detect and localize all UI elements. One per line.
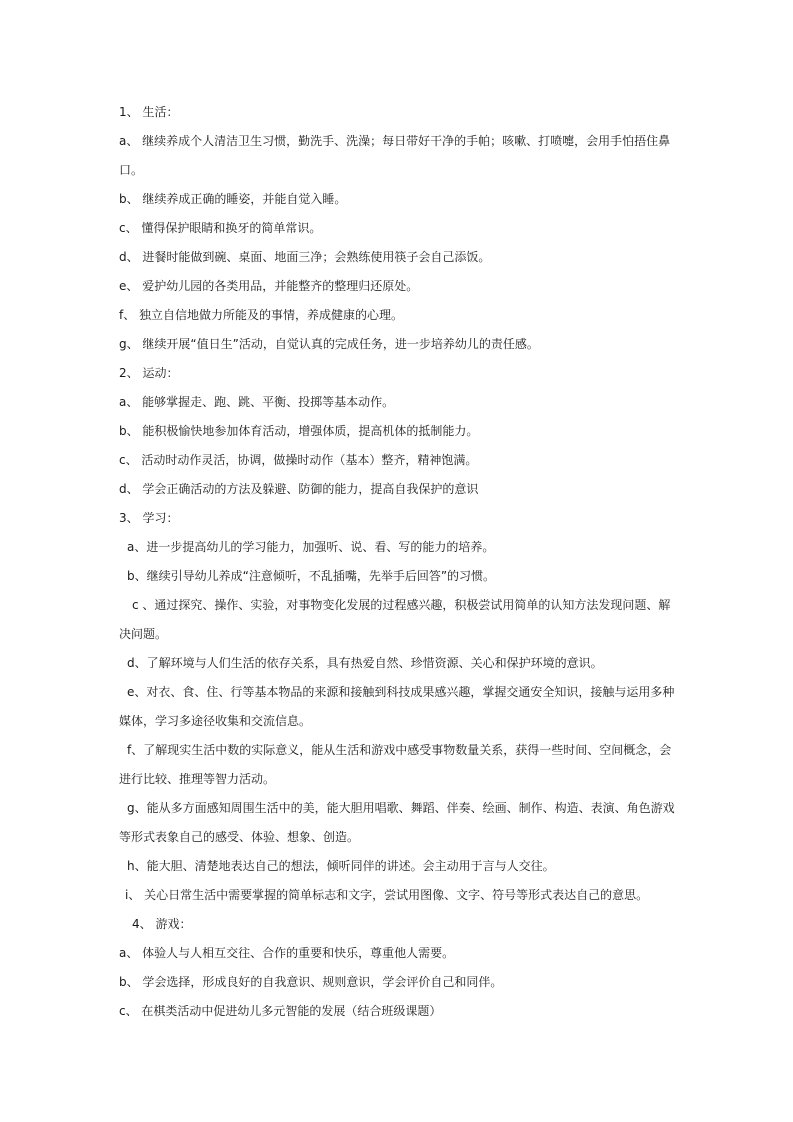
learning-item-b: b、继续引导幼儿养成“注意倾听，不乱插嘴，先举手后回答”的习惯。: [127, 569, 496, 583]
life-item-d: d、 进餐时能做到碗、桌面、地面三净；会熟练使用筷子会自己添饭。: [119, 250, 491, 264]
section-heading-sports: 2、 运动：: [119, 366, 179, 380]
life-item-f: f、 独立自信地做力所能及的事情，养成健康的心理。: [119, 308, 404, 322]
life-item-a: a、 继续养成个人清洁卫生习惯，勤洗手、洗澡；每日带好干净的手帕；咳嗽、打喷嚏，会用手怕捂住鼻口。: [119, 134, 671, 177]
sports-item-c: c、 活动时动作灵活，协调，做操时动作（基本）整齐，精神饱满。: [119, 453, 478, 467]
games-item-b: b、 学会选择，形成良好的自我意识、规则意识，学会评价自己和同伴。: [119, 975, 503, 989]
sports-item-d: d、 学会正确活动的方法及躲避、防御的能力，提高自我保护的意识: [119, 482, 479, 496]
learning-item-d: d、了解环境与人们生活的依存关系，具有热爱自然、珍惜资源、关心和保护环境的意识。: [127, 656, 603, 670]
learning-item-g: g、能从多方面感知周围生活中的美，能大胆用唱歌、舞蹈、伴奏、绘画、制作、构造、表演、角色游戏等形式表象自己的感受、体验、想象、创造。: [119, 801, 675, 844]
section-heading-life: 1、 生活：: [119, 105, 179, 119]
learning-item-a: a、进一步提高幼儿的学习能力，加强听、说、看、写的能力的培养。: [127, 540, 495, 554]
life-item-e: e、 爱护幼儿园的各类用品，并能整齐的整理归还原处。: [119, 279, 419, 293]
sports-item-b: b、 能积极愉快地参加体育活动，增强体质，提高机体的抵制能力。: [119, 424, 479, 438]
sports-item-a: a、 能够掌握走、跑、跳、平衡、投掷等基本动作。: [119, 395, 395, 409]
games-item-c: c、 在棋类活动中促进幼儿多元智能的发展（结合班级课题）: [119, 1004, 442, 1018]
section-heading-learning: 3、 学习：: [119, 511, 179, 525]
learning-item-h: h、能大胆、清楚地表达自己的想法，倾听同伴的讲述。会主动用于言与人交往。: [127, 859, 555, 873]
learning-item-i: i、 关心日常生活中需要掌握的简单标志和文字，尝试用图像、文字、符号等形式表达自己的意思。: [125, 888, 649, 902]
learning-item-c: c 、通过探究、操作、实验，对事物变化发展的过程感兴趣，积极尝试用简单的认知方法发现问题、解决问题。: [119, 598, 671, 641]
life-item-g: g、 继续开展“值日生”活动，自觉认真的完成任务，进一步培养幼儿的责任感。: [119, 337, 539, 351]
learning-item-e: e、对衣、食、住、行等基本物品的来源和接触到科技成果感兴趣，掌握交通安全知识，接触与运用多种媒体，学习多途径收集和交流信息。: [119, 685, 675, 728]
games-item-a: a、 体验人与人相互交往、合作的重要和快乐，尊重他人需要。: [119, 946, 455, 960]
life-item-c: c、 懂得保护眼睛和换牙的简单常识。: [119, 221, 322, 235]
learning-item-f: f、了解现实生活中数的实际意义，能从生活和游戏中感受事物数量关系，获得一些时间、空间概念，会进行比较、推理等智力活动。: [119, 743, 672, 786]
document-body: [119, 98, 679, 1026]
life-item-b: b、 继续养成正确的睡姿，并能自觉入睡。: [119, 192, 347, 206]
section-heading-games: 4、 游戏：: [132, 917, 192, 931]
